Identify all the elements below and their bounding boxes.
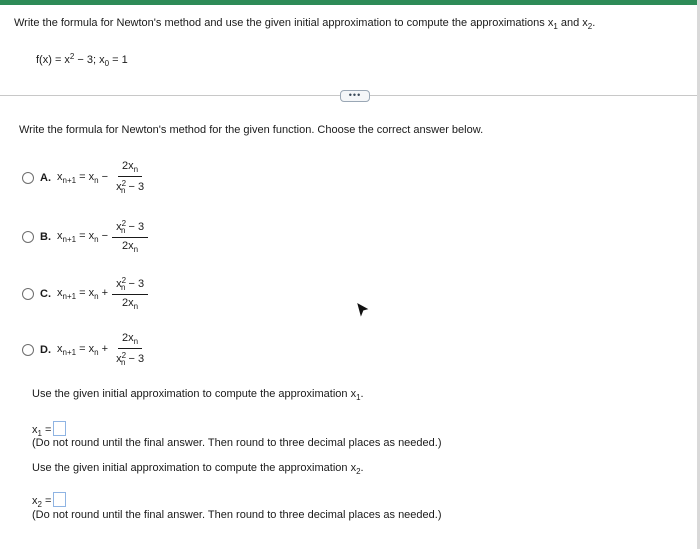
- x1-answer-row: [32, 421, 66, 438]
- part1-prompt: Write the formula for Newton's method for the given function. Choose the correct answer below.: [19, 124, 484, 136]
- option-d-numerator: $2x_n$: [118, 332, 142, 349]
- option-c-denominator: $2x_n$: [122, 297, 139, 311]
- option-b-letter: B.: [40, 230, 51, 243]
- option-b-numerator: $x^2_n - 3$: [112, 219, 148, 238]
- option-a-radio[interactable]: [22, 172, 34, 184]
- instruction-sub2: 2: [587, 22, 593, 31]
- option-a[interactable]: [22, 160, 148, 195]
- option-a-lhs: $x_{n+1} = x_n$ −: [57, 170, 109, 185]
- option-a-formula: [57, 160, 148, 195]
- question-instruction: [14, 17, 595, 31]
- option-a-fraction: [112, 160, 148, 195]
- part2-prompt: Use the given initial approximation to compute the approximation $x_1$.: [32, 388, 364, 402]
- instruction-and: and x: [557, 17, 588, 29]
- part3-prompt: Use the given initial approximation to compute the approximation $x_2$.: [32, 462, 364, 476]
- option-a-letter: A.: [40, 171, 51, 184]
- x1-answer-input[interactable]: [53, 421, 66, 436]
- option-c-numerator: $x^2_n - 3$: [112, 276, 148, 295]
- option-b-formula: [57, 219, 148, 254]
- instruction-text: Write the formula for Newton's method and use the given initial approximation to compute the approximations x: [14, 17, 554, 29]
- more-options-button[interactable]: •••: [340, 90, 370, 102]
- option-d-letter: D.: [40, 343, 51, 356]
- x1-label: $x_1$ =: [32, 424, 52, 438]
- x2-answer-input[interactable]: [53, 492, 66, 507]
- x1-rounding-note: (Do not round until the final answer. Then round to three decimal places as needed.): [32, 437, 442, 449]
- option-c[interactable]: [22, 276, 148, 311]
- x2-label: $x_2$ =: [32, 495, 52, 509]
- option-a-denominator: $x^2_n - 3$: [116, 179, 145, 195]
- option-d-lhs: $x_{n+1} = x_n$ +: [57, 342, 109, 357]
- mouse-cursor-icon: [357, 303, 369, 317]
- option-a-numerator: $2x_n$: [118, 160, 142, 177]
- option-b-denominator: $2x_n$: [122, 240, 139, 254]
- option-c-radio[interactable]: [22, 288, 34, 300]
- option-c-letter: C.: [40, 287, 51, 300]
- option-d-radio[interactable]: [22, 344, 34, 356]
- function-definition: [36, 52, 128, 68]
- option-d[interactable]: [22, 332, 148, 367]
- function-text-c: = 1: [109, 54, 128, 66]
- instruction-sub1: 1: [553, 22, 558, 31]
- function-exp: 2: [69, 52, 75, 61]
- option-b[interactable]: [22, 219, 148, 254]
- option-b-radio[interactable]: [22, 231, 34, 243]
- option-d-denominator: $x^2_n - 3$: [116, 351, 145, 367]
- function-text-a: f(x) = x: [36, 54, 70, 66]
- function-text-b: − 3; x: [74, 54, 105, 66]
- option-c-formula: [57, 276, 148, 311]
- x2-rounding-note: (Do not round until the final answer. Then round to three decimal places as needed.): [32, 509, 442, 521]
- option-b-fraction: [112, 219, 148, 254]
- x2-answer-row: [32, 492, 66, 509]
- option-c-fraction: [112, 276, 148, 311]
- option-b-lhs: $x_{n+1} = x_n$ −: [57, 229, 109, 244]
- function-sub0: 0: [104, 59, 110, 68]
- instruction-end: .: [592, 17, 596, 29]
- option-c-lhs: $x_{n+1} = x_n$ +: [57, 286, 109, 301]
- option-d-formula: [57, 332, 148, 367]
- option-d-fraction: [112, 332, 148, 367]
- top-accent-bar: [0, 0, 700, 5]
